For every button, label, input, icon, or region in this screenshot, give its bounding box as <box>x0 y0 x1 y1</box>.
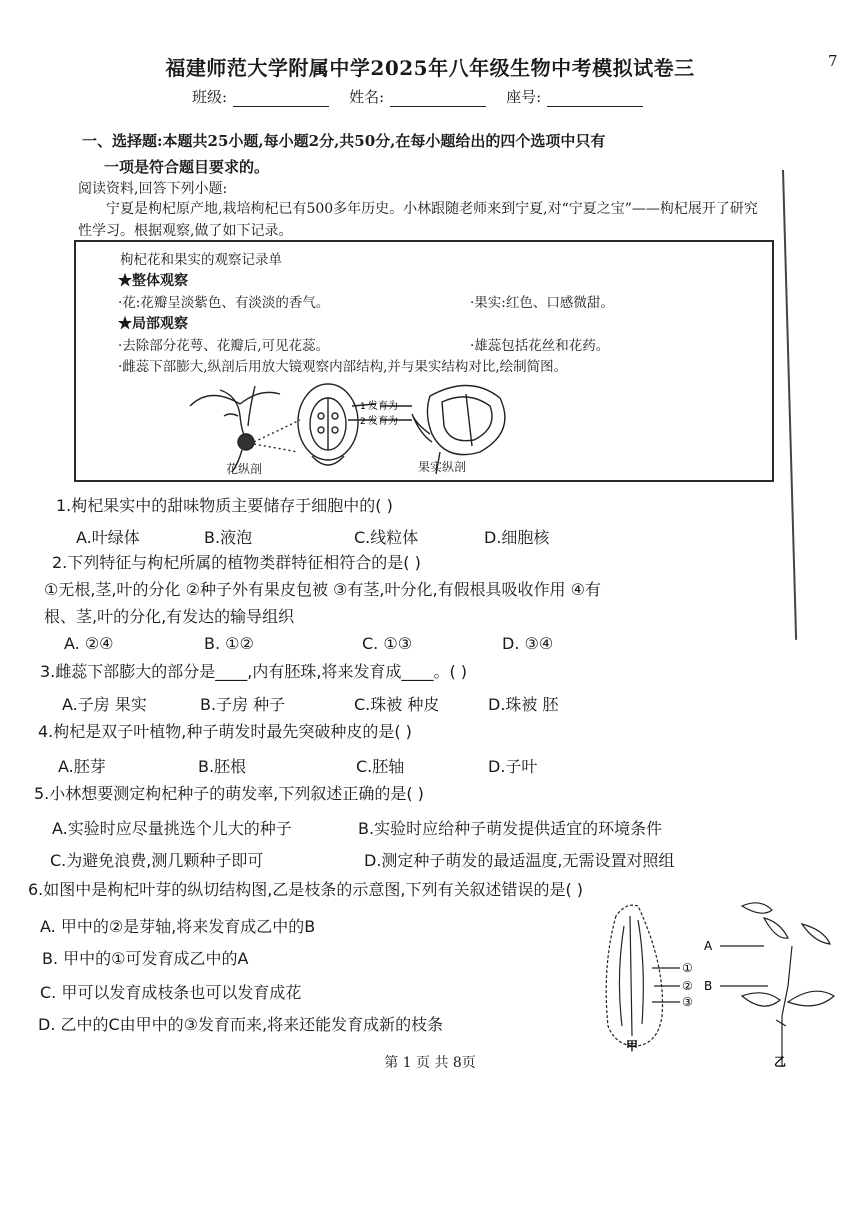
flower-section-label: 花纵剖 <box>226 462 263 476</box>
remove-parts-observation: ·去除部分花萼、花瓣后,可见花蕊。 <box>118 338 330 354</box>
pistil-observation: ·雌蕊下部膨大,纵剖后用放大镜观察内部结构,并与果实结构对比,绘制简图。 <box>118 359 568 375</box>
q3-option-b[interactable]: B.子房 种子 <box>200 695 286 714</box>
fig-mark-3: ③ <box>682 995 693 1009</box>
q4-option-a[interactable]: A.胚芽 <box>58 757 106 776</box>
section-line-1: 一、选择题:本题共25小题,每小题2分,共50分,在每小题给出的四个选项中只有 <box>82 132 606 150</box>
q1-option-d[interactable]: D.细胞核 <box>484 528 550 547</box>
question-5-stem: 5.小林想要测定枸杞种子的萌发率,下列叙述正确的是( ) <box>34 784 424 803</box>
overall-observation-heading: ★整体观察 <box>118 273 188 289</box>
number-1: 1 <box>360 402 366 412</box>
q1-option-c[interactable]: C.线粒体 <box>354 528 419 547</box>
question-3-stem: 3.雌蕊下部膨大的部分是____,内有胚珠,将来发育成____。( ) <box>40 662 468 681</box>
section-heading <box>82 128 742 180</box>
develop-label-2: 发育为 <box>368 416 398 427</box>
partial-observation-heading: ★局部观察 <box>118 316 188 332</box>
reading-paragraph: 宁夏是枸杞原产地,栽培枸杞已有500多年历史。小林跟随老师来到宁夏,对“宁夏之宝”——枸杞展开了研究性学习。根据观察,做了如下记录。 <box>78 201 758 239</box>
q6-option-d[interactable]: D. 乙中的C由甲中的③发育而来,将来还能发育成新的枝条 <box>38 1015 444 1034</box>
q3-option-d[interactable]: D.珠被 胚 <box>488 695 559 714</box>
q6-option-c[interactable]: C. 甲可以发育成枝条也可以发育成花 <box>40 983 302 1002</box>
leaf-bud-branch-figure <box>592 896 842 1076</box>
fig-label-yi: 乙 <box>774 1055 787 1069</box>
q5-option-b[interactable]: B.实验时应给种子萌发提供适宜的环境条件 <box>358 819 663 838</box>
seat-blank[interactable] <box>547 92 643 107</box>
develop-label-1: 发育为 <box>368 401 398 412</box>
q3-option-c[interactable]: C.珠被 种皮 <box>354 695 440 714</box>
name-label: 姓名: <box>349 88 385 106</box>
question-6-stem: 6.如图中是枸杞叶芽的纵切结构图,乙是枝条的示意图,下列有关叙述错误的是( ) <box>28 880 584 899</box>
fig-label-a: A <box>704 939 713 953</box>
q6-option-b[interactable]: B. 甲中的①可发育成乙中的A <box>42 949 249 968</box>
q3-option-a[interactable]: A.子房 果实 <box>62 695 147 714</box>
q4-option-c[interactable]: C.胚轴 <box>356 757 405 776</box>
q6-option-a[interactable]: A. 甲中的②是芽轴,将来发育成乙中的B <box>40 917 316 936</box>
q4-option-b[interactable]: B.胚根 <box>198 757 247 776</box>
fruit-section-label: 果实纵剖 <box>418 460 467 474</box>
fig-label-b: B <box>704 979 713 993</box>
q1-option-b[interactable]: B.液泡 <box>204 528 253 547</box>
question-4-stem: 4.枸杞是双子叶植物,种子萌发时最先突破种皮的是( ) <box>38 722 412 741</box>
q1-option-a[interactable]: A.叶绿体 <box>76 528 140 547</box>
q2-option-c[interactable]: C. ①③ <box>362 634 413 653</box>
record-title: 枸杞花和果实的观察记录单 <box>120 252 282 268</box>
exam-title: 福建师范大学附属中学2025年八年级生物中考模拟试卷三 <box>165 56 695 80</box>
stamen-observation: ·雄蕊包括花丝和花药。 <box>470 338 610 354</box>
class-blank[interactable] <box>233 92 329 107</box>
section-line-2: 一项是符合题目要求的。 <box>104 158 270 176</box>
q2-option-d[interactable]: D. ③④ <box>502 634 554 653</box>
flower-observation: ·花:花瓣呈淡紫色、有淡淡的香气。 <box>118 295 330 311</box>
q5-option-d[interactable]: D.测定种子萌发的最适温度,无需设置对照组 <box>364 851 675 870</box>
question-2-detail-1: ①无根,茎,叶的分化 ②种子外有果皮包被 ③有茎,叶分化,有假根具吸收作用 ④有 <box>44 580 601 599</box>
fig-mark-1: ① <box>682 961 693 975</box>
fig-label-jia: 甲 <box>626 1039 639 1053</box>
student-info-line <box>192 86 657 107</box>
fig-mark-2: ② <box>682 979 693 993</box>
q5-option-a[interactable]: A.实验时应尽量挑选个儿大的种子 <box>52 819 292 838</box>
seat-label: 座号: <box>506 88 542 106</box>
name-blank[interactable] <box>390 92 486 107</box>
q2-option-b[interactable]: B. ①② <box>204 634 254 653</box>
page-number-mark: 7 <box>828 52 838 70</box>
q2-option-a[interactable]: A. ②④ <box>64 634 114 653</box>
class-label: 班级: <box>192 88 228 106</box>
question-1-stem: 1.枸杞果实中的甜味物质主要储存于细胞中的( ) <box>56 496 393 515</box>
fruit-observation: ·果实:红色、口感微甜。 <box>470 295 614 311</box>
reading-intro: 阅读资料,回答下列小题: <box>78 181 228 197</box>
question-2-stem: 2.下列特征与枸杞所属的植物类群特征相符合的是( ) <box>52 553 421 572</box>
q5-option-c[interactable]: C.为避免浪费,测几颗种子即可 <box>50 851 264 870</box>
number-2: 2 <box>360 417 366 427</box>
q4-option-d[interactable]: D.子叶 <box>488 757 538 776</box>
margin-line <box>782 170 797 640</box>
question-2-detail-2: 根、茎,叶的分化,有发达的输导组织 <box>44 607 295 626</box>
page-footer: 第 1 页 共 8页 <box>384 1055 476 1071</box>
